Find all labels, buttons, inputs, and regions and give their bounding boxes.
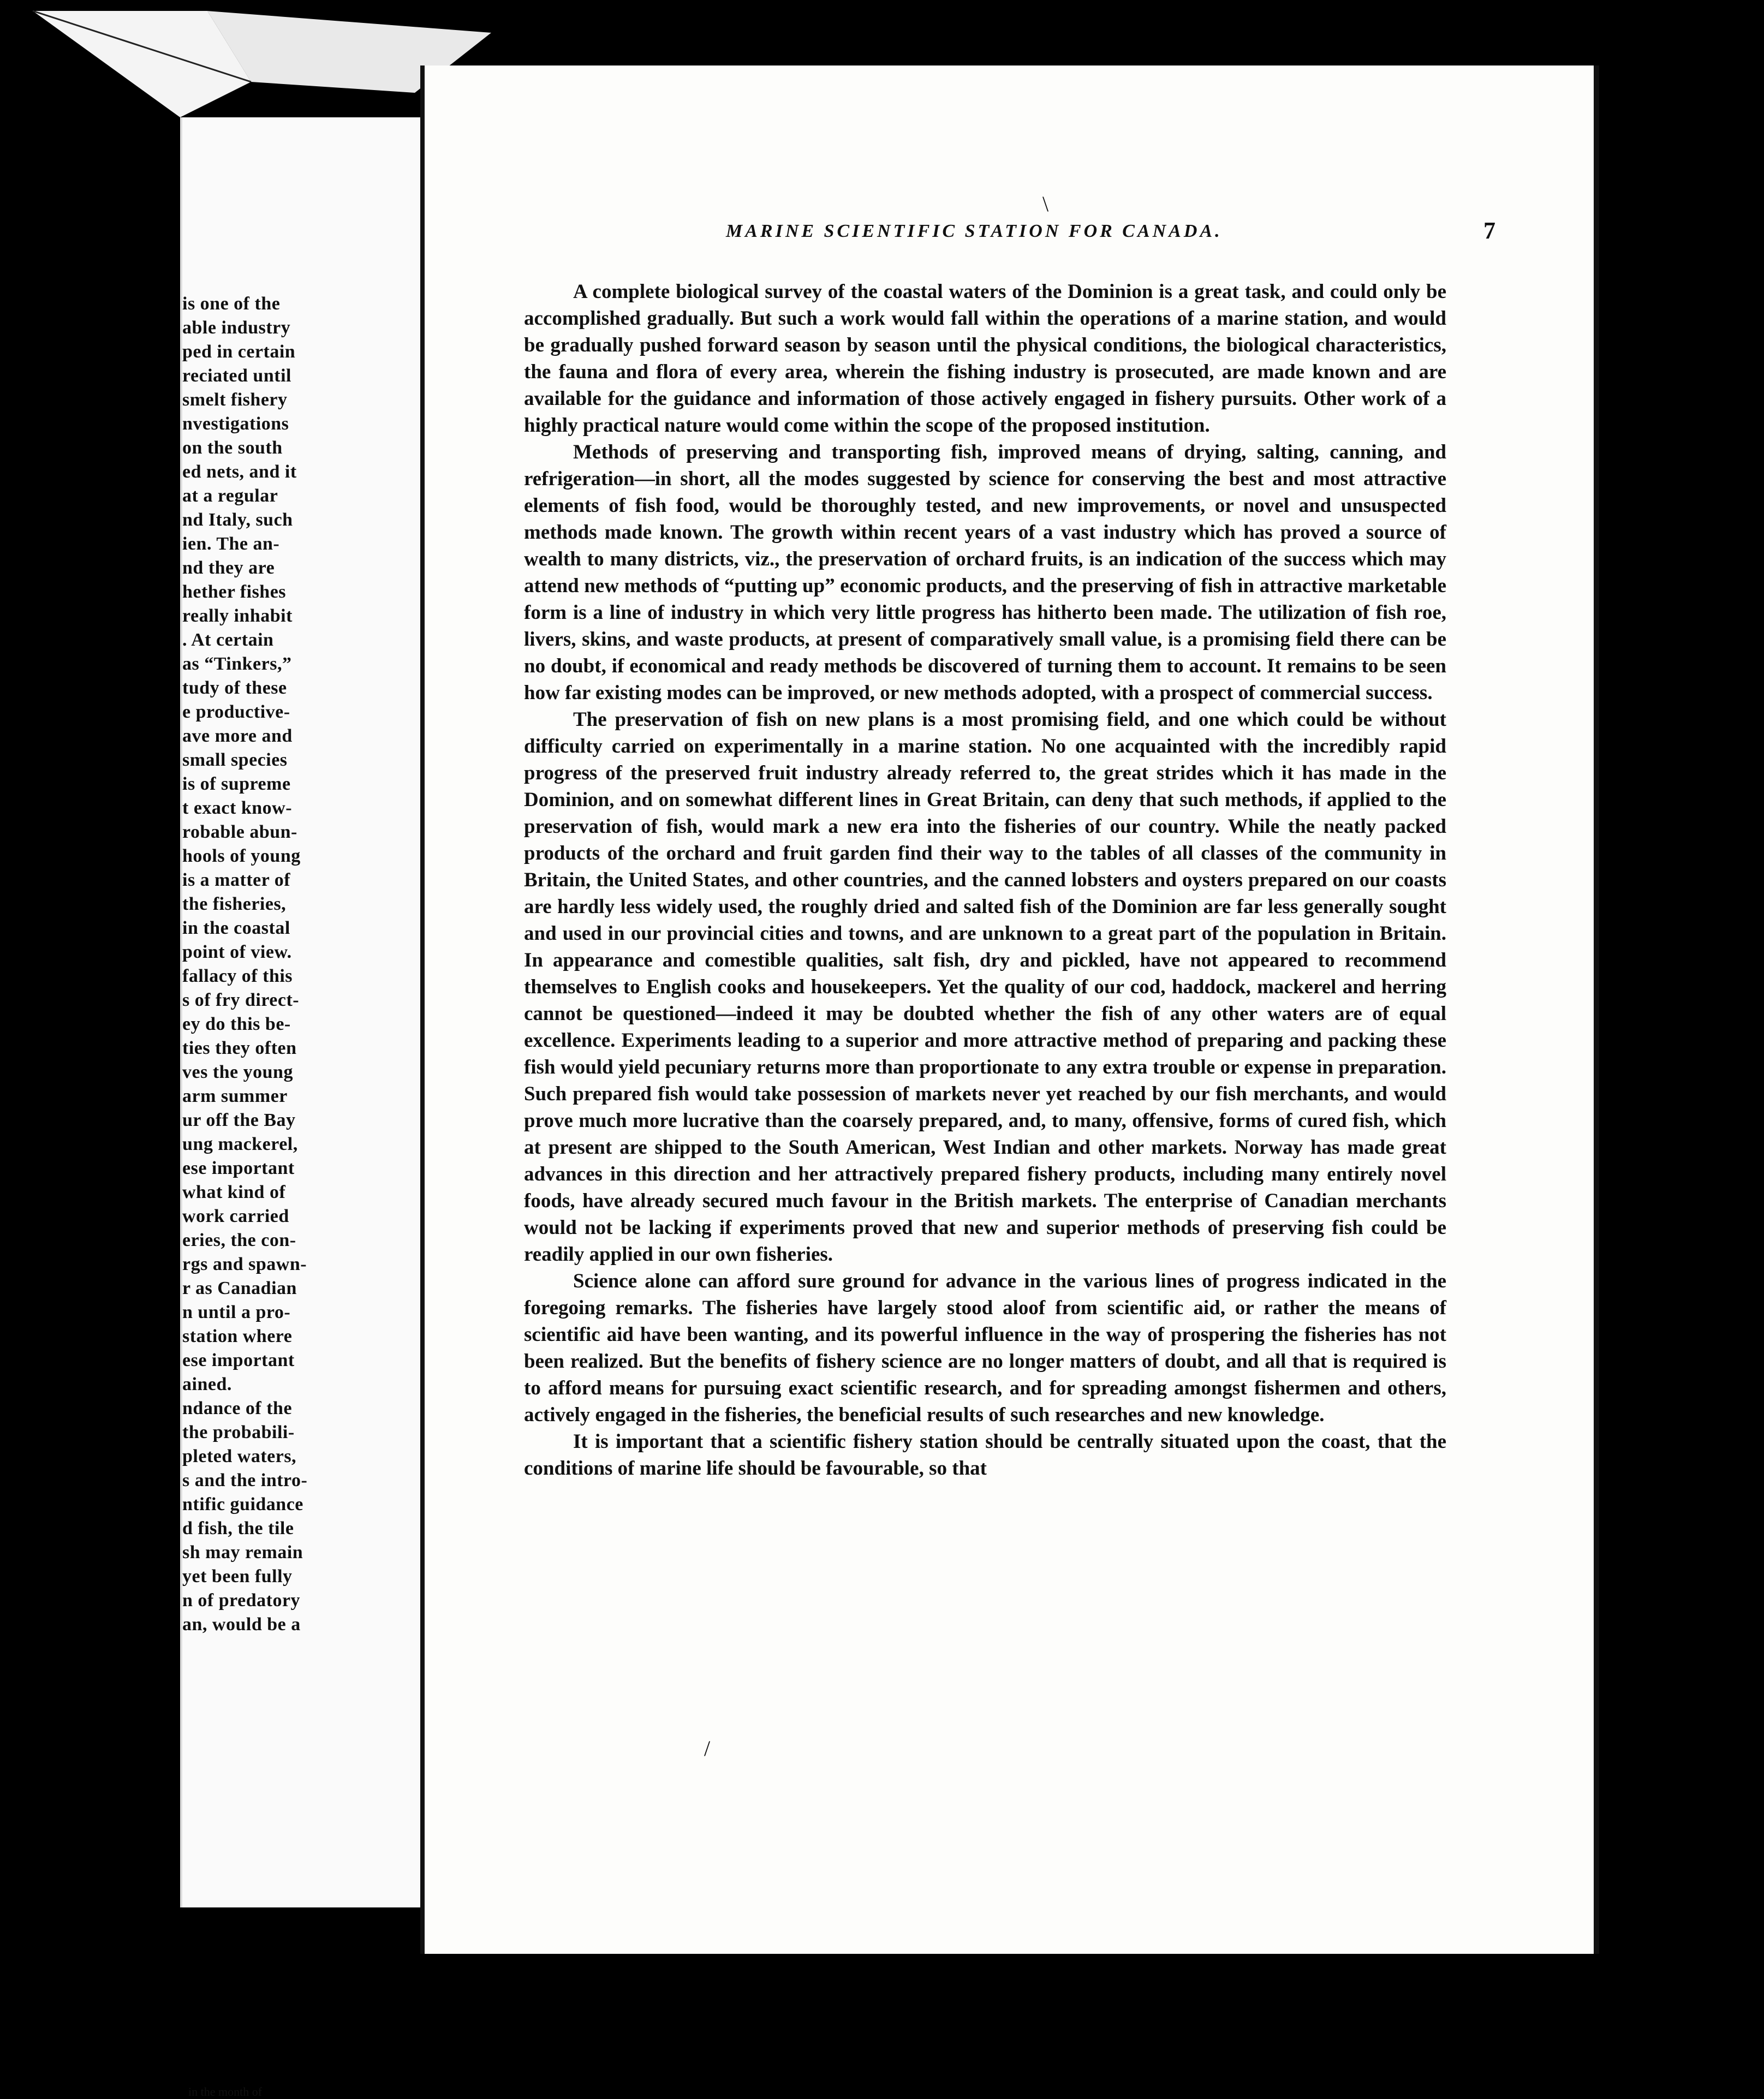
adjacent-page-line: ained. <box>182 1374 232 1394</box>
adjacent-page-line: rgs and spawn- <box>182 1254 307 1274</box>
adjacent-page-line: able industry <box>182 318 291 338</box>
adjacent-page-line: as “Tinkers,” <box>182 654 292 674</box>
paragraph: It is important that a scientific fishery station should be centrally situated upon the coast, that the conditions of marine life should be favourable, so that <box>524 1430 1446 1480</box>
adjacent-page-line: ung mackerel, <box>182 1134 298 1154</box>
adjacent-page-line: sh may remain <box>182 1542 303 1563</box>
adjacent-page-line: robable abun- <box>182 822 297 842</box>
stray-mark: \ <box>1042 192 1049 216</box>
adjacent-page-line: s and the intro- <box>182 1470 308 1490</box>
adjacent-page-line: ien. The an- <box>182 534 280 554</box>
adjacent-page-line: n of predatory <box>182 1590 301 1611</box>
adjacent-page-line: ey do this be- <box>182 1014 291 1034</box>
paragraph: Science alone can afford sure ground for advance in the various lines of progress indicated in the foregoing remarks. The fisheries have largely stood aloof from scientific aid, or rather the means of scientific aid have been wanting, and its powerful influence in the way of prospering the fisheries has not been realized. But the benefits of fishery science are no longer matters of doubt, and all that is required is to afford means for pursuing exact scientific research, and for spreading amongst fishermen and others, actively engaged in the fisheries, the beneficial results of such researches and new knowledge. <box>524 1270 1446 1426</box>
running-title: MARINE SCIENTIFIC STATION FOR CANADA. <box>726 221 1223 241</box>
adjacent-page-line: in the coastal <box>182 918 290 938</box>
adjacent-page-fragment <box>180 117 444 1907</box>
adjacent-page-line: point of view. <box>182 942 292 962</box>
adjacent-page-line: hools of young <box>182 846 301 866</box>
adjacent-page-line: is of supreme <box>182 774 291 794</box>
adjacent-page-line: ves the young <box>182 1062 293 1082</box>
adjacent-page-line: ese important <box>182 1158 295 1178</box>
adjacent-page-line: eries, the con- <box>182 1230 296 1250</box>
adjacent-page-line: nd they are <box>182 558 275 578</box>
adjacent-page-line: at a regular <box>182 486 278 506</box>
adjacent-page-line: . At certain <box>182 630 274 650</box>
adjacent-page-line: the probabili- <box>182 1422 295 1442</box>
adjacent-page-line: nvestigations <box>182 414 289 434</box>
adjacent-page-line: r as Canadian <box>182 1278 297 1298</box>
adjacent-page-line: is one of the <box>182 294 281 314</box>
adjacent-page-line: arm summer <box>182 1086 288 1106</box>
adjacent-page-line: ndance of the <box>182 1398 293 1418</box>
paragraph: Methods of preserving and transporting fish, improved means of drying, salting, canning, and refrigeration—in short, all the modes suggested by science for conserving the best and most attractive elements of fish food, would be thoroughly tested, and new improvements, or novel and unsuspected methods made known. The growth within recent years of a vast industry which has proved a source of wealth to many districts, viz., the preservation of orchard fruits, is an indication of the success which may attend new methods of “putting up” economic products, and the preserving of fish in attractive marketable form is a line of industry in which very little progress has hitherto been made. The utilization of fish roe, livers, skins, and waste products, at present of comparatively small value, is a promising field there can be no doubt, if economical and ready methods be discovered of turning them to account. It remains to be seen how far existing modes can be improved, or new methods adopted, with a prospect of commercial success. <box>524 441 1446 704</box>
adjacent-page-line: ese important <box>182 1350 295 1370</box>
adjacent-page-line: smelt fishery <box>182 390 288 410</box>
adjacent-page-line: d fish, the tile <box>182 1518 294 1539</box>
document-page <box>420 65 1599 1954</box>
adjacent-page-line: e productive- <box>182 702 290 722</box>
adjacent-page-line: t exact know- <box>182 798 293 818</box>
adjacent-page-line: is a matter of <box>182 870 291 890</box>
adjacent-page-line: s of fry direct- <box>182 990 300 1010</box>
adjacent-page-line: n until a pro- <box>182 1302 291 1322</box>
adjacent-page-line: yet been fully <box>182 1566 293 1587</box>
adjacent-page-line: pleted waters, <box>182 1446 297 1466</box>
adjacent-page-line: hether fishes <box>182 582 287 602</box>
adjacent-page-line: work carried <box>182 1206 289 1226</box>
adjacent-page-line: ntific guidance <box>182 1494 303 1514</box>
adjacent-page-line: ave more and <box>182 726 293 746</box>
page-edge-left <box>420 65 425 1954</box>
body-text <box>524 278 1446 1482</box>
running-header <box>726 217 1495 254</box>
adjacent-page-line: fallacy of this <box>182 966 293 986</box>
page-edge-right <box>1594 65 1599 1954</box>
adjacent-page-line: really inhabit <box>182 606 293 626</box>
adjacent-page-line: small species <box>182 750 288 770</box>
adjacent-page-line: ed nets, and it <box>182 462 297 482</box>
adjacent-page-column <box>182 292 422 1637</box>
adjacent-page-line: station where <box>182 1326 293 1346</box>
page-number: 7 <box>1483 217 1495 244</box>
adjacent-page-line: what kind of <box>182 1182 286 1202</box>
adjacent-page-line: the fisheries, <box>182 894 287 914</box>
adjacent-page-line: on the south <box>182 438 283 458</box>
adjacent-page-line: an, would be a <box>182 1614 301 1635</box>
adjacent-page-line: ur off the Bay <box>182 1110 296 1130</box>
adjacent-page-line: reciated until <box>182 366 291 386</box>
adjacent-page-line: nd Italy, such <box>182 510 293 530</box>
paragraph: The preservation of fish on new plans is a most promising field, and one which could be without difficulty carried on experimentally in a marine station. No one acquainted with the incredibly rapid progress of the preserved fruit industry already referred to, the great strides which it has made in the Dominion, and on somewhat different lines in Great Britain, can deny that such methods, if applied to the preservation of fish, would mark a new era into the fisheries of our country. While the neatly packed products of the orchard and fruit garden find their way to the tables of all classes of the community in Britain, the United States, and other countries, and the canned lobsters and oysters prepared on our coasts are hardly less widely used, the roughly dried and salted fish of the Dominion are far less generally sought and used in our provincial cities and towns, and are unknown to a great part of the population in Britain. In appearance and comestible qualities, salt fish, dry and pickled, have not appeared to recommend themselves to English cooks and housekeepers. Yet the quality of our cod, haddock, mackerel and herring cannot be questioned—indeed it may be doubted whether the fish of any other waters are of equal excellence. Experiments leading to a superior and more attractive method of preparing and packing these fish would yield pecuniary returns more than proportionate to any extra trouble or expense in preparation. Such prepared fish would take possession of markets never yet reached by our fish merchants, and would prove much more lucrative than the coarsely prepared, and, to many, offensive, forms of cured fish, which at present are shipped to the South American, West Indian and other markets. Norway has made great advances in this direction and her attractively prepared fishery products, including many entirely novel foods, have already secured much favour in the British markets. The enterprise of Canadian merchants would not be lacking if experiments proved that new and superior methods of preserving fish could be readily applied in our own fisheries. <box>524 708 1446 1266</box>
adjacent-page-line: ped in certain <box>182 342 296 362</box>
adjacent-page-line: ties they often <box>182 1038 297 1058</box>
paragraph: A complete biological survey of the coastal waters of the Dominion is a great task, and could only be accomplished gradually. But such a work would fall within the operations of a marine station, and would be gradually pushed forward season by season until the physical conditions, the biological characteristics, the fauna and flora of every area, wherein the fishing industry is prosecuted, are made known and are available for the guidance and information of those actively engaged in fishery pursuits. Other work of a highly practical nature would come within the scope of the proposed institution. <box>524 281 1446 437</box>
adjacent-page-footnote: in the month of <box>188 2085 263 2098</box>
adjacent-page-line: tudy of these <box>182 678 287 698</box>
stray-mark: / <box>704 1736 711 1761</box>
